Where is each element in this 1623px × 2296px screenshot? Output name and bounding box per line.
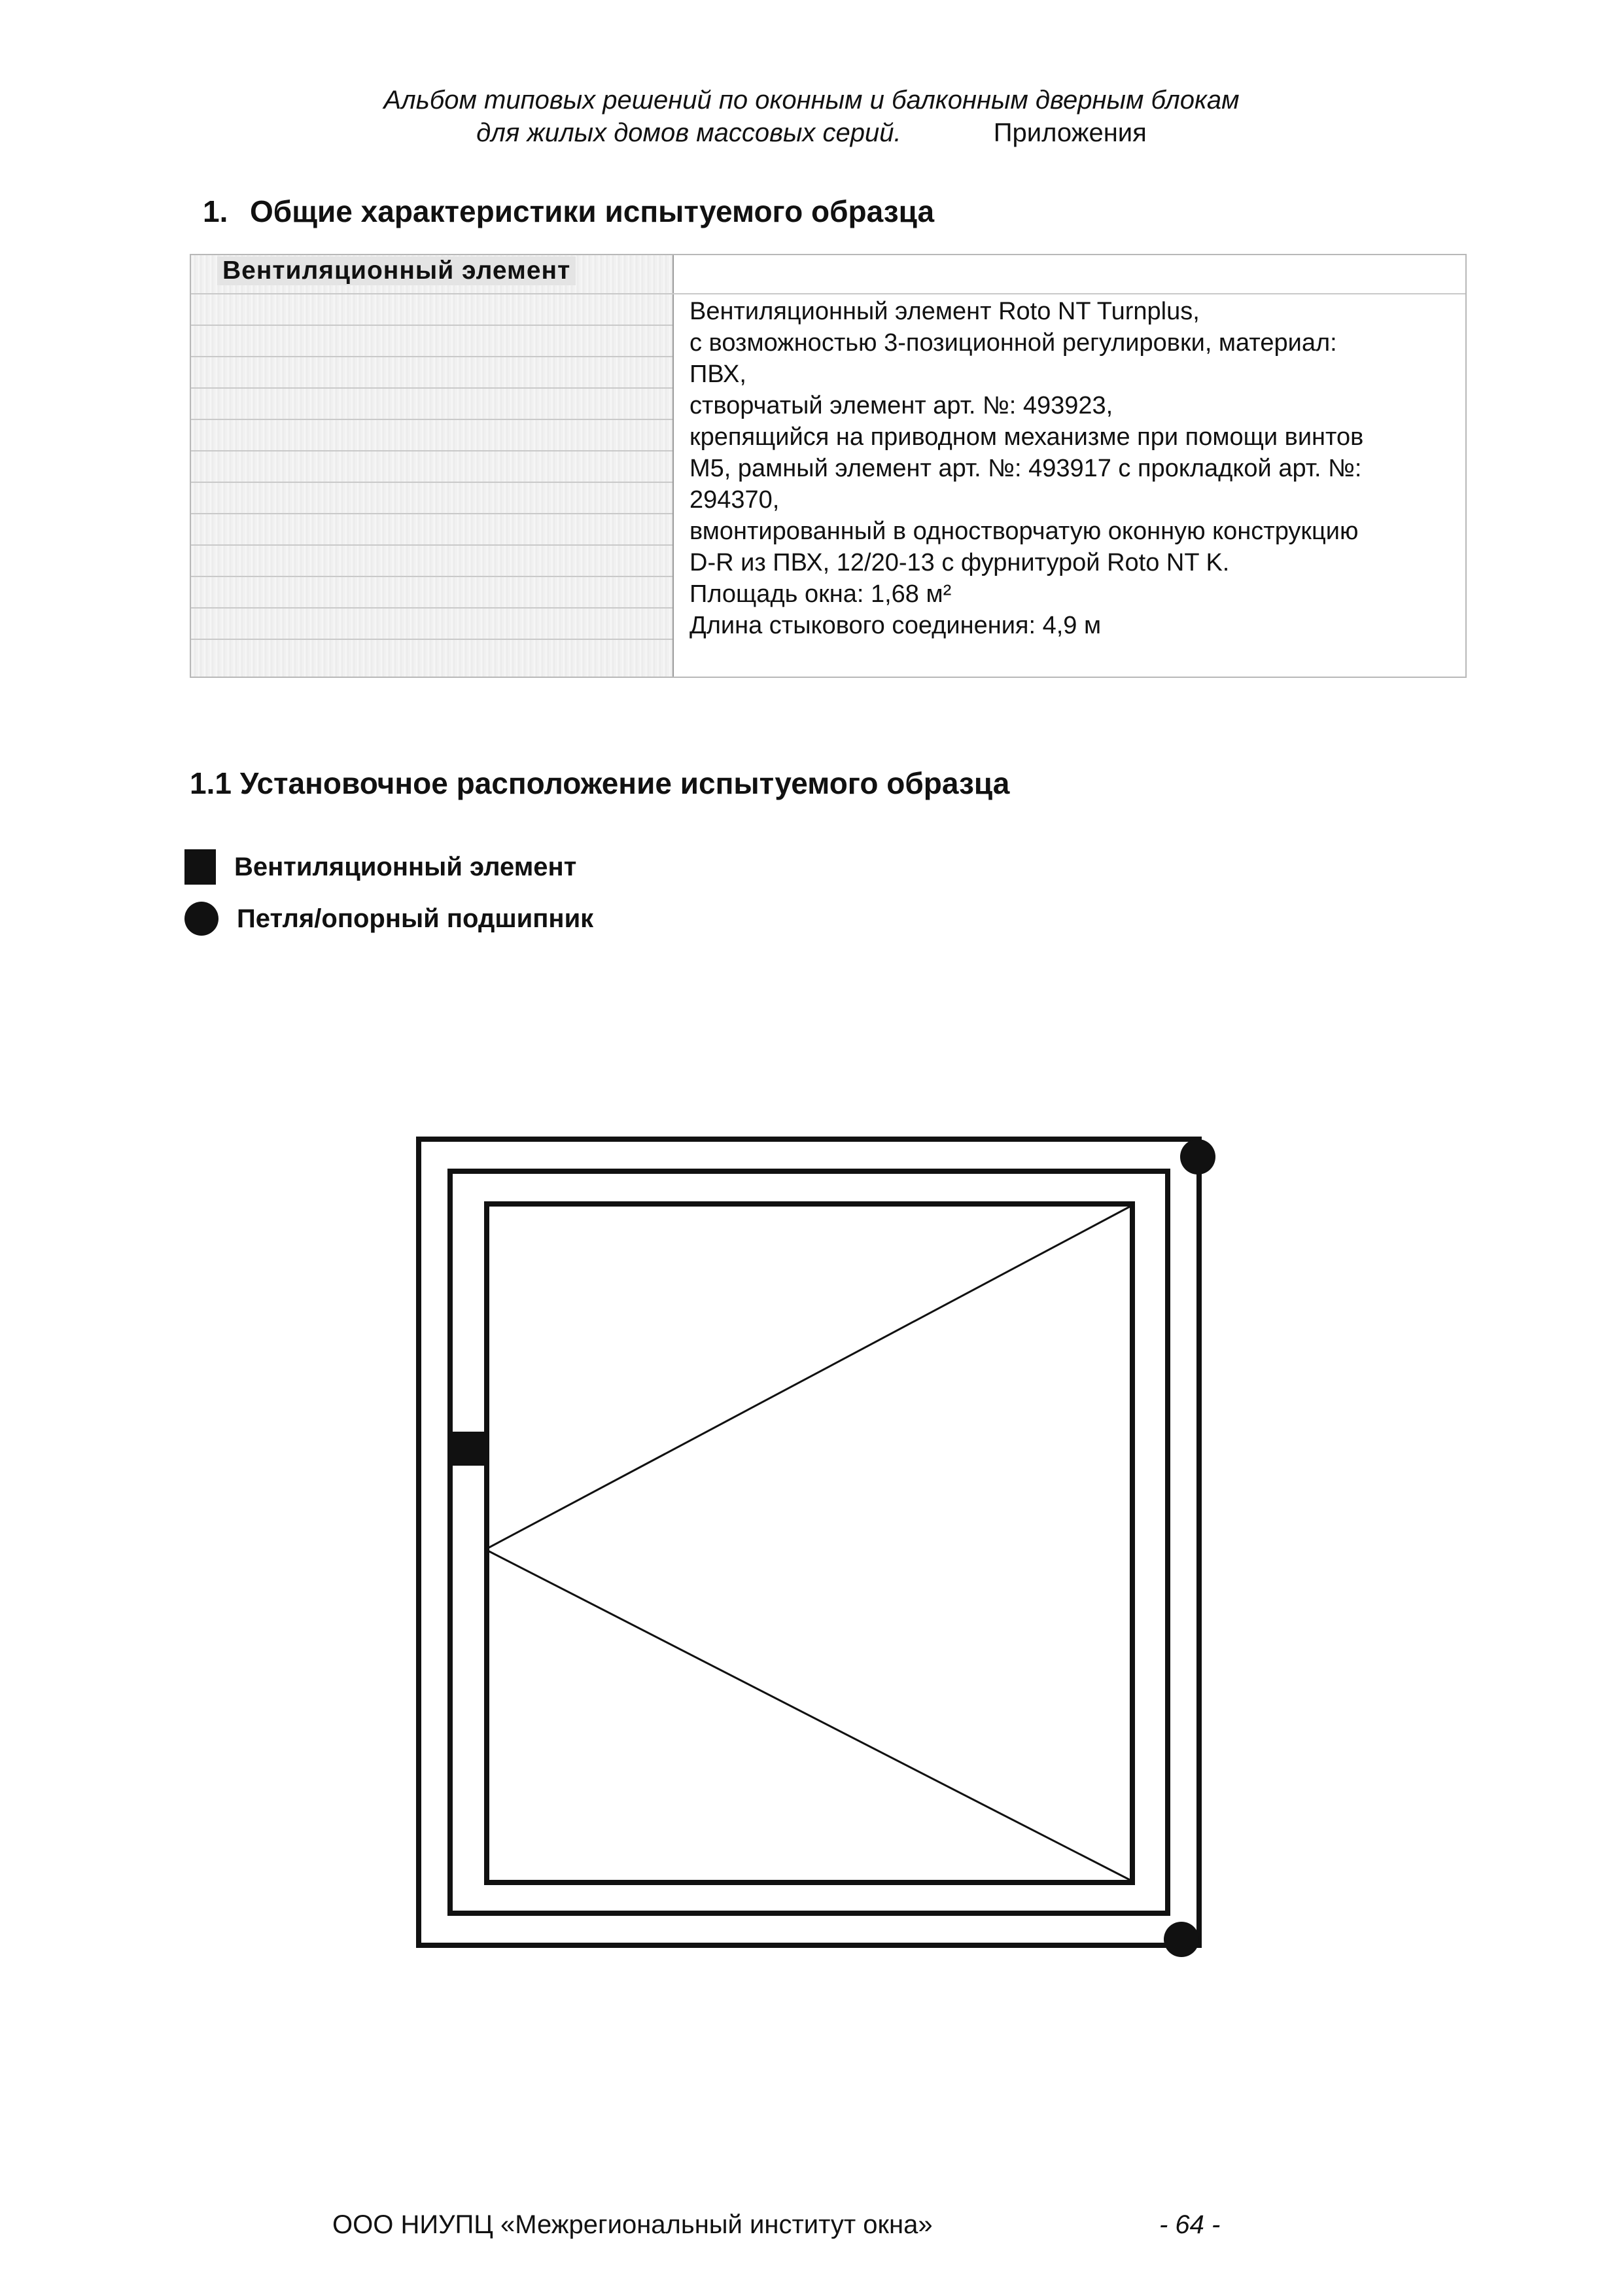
description-line: с возможностью 3-позиционной регулировки, материал: — [689, 329, 1337, 357]
opening-line-bottom — [485, 1549, 1132, 1881]
description-line: Вентиляционный элемент Roto NT Turnplus, — [689, 298, 1200, 325]
header-line-1: Альбом типовых решений по оконным и балконным дверным блокам — [383, 86, 1240, 115]
header-series-text: для жилых домов массовых серий. — [476, 118, 901, 147]
footer-page-number: - 64 - — [1159, 2210, 1221, 2239]
hinge-top-marker — [1180, 1139, 1215, 1174]
opening-line-top — [485, 1205, 1132, 1549]
footer-organization: ООО НИУПЦ «Межрегиональный институт окна» — [332, 2210, 933, 2239]
description-line: вмонтированный в одностворчатую оконную конструкцию — [689, 518, 1359, 545]
outer-frame — [419, 1139, 1199, 1945]
legend-hinge-label: Петля/опорный подшипник — [237, 904, 594, 933]
section-1-1-heading: 1.1 Установочное расположение испытуемого образца — [190, 766, 1010, 800]
sash-frame — [487, 1204, 1132, 1882]
hinge-bottom-marker — [1164, 1922, 1199, 1957]
table-row-label: Вентиляционный элемент — [217, 256, 576, 285]
description-line: створчатый элемент арт. №: 493923, — [689, 392, 1113, 419]
description-line: 294370, — [689, 486, 780, 514]
description-line: M5, рамный элемент арт. №: 493917 с прокладкой арт. №: — [689, 455, 1362, 482]
section-1-number: 1. — [203, 194, 228, 228]
description-line: Длина стыкового соединения: 4,9 м — [689, 612, 1102, 639]
description-line: ПВХ, — [689, 361, 746, 388]
section-1-title: Общие характеристики испытуемого образца — [250, 194, 935, 228]
header-appendix: Приложения — [993, 118, 1147, 147]
description-line: D-R из ПВХ, 12/20-13 с фурнитурой Roto NT K. — [689, 549, 1230, 576]
middle-frame — [450, 1171, 1168, 1913]
ventilation-element-marker — [450, 1432, 484, 1466]
description-line: Площадь окна: 1,68 м² — [689, 580, 952, 608]
description-line: крепящийся на приводном механизме при помощи винтов — [689, 423, 1364, 451]
legend-ventilation-label: Вентиляционный элемент — [234, 852, 577, 881]
